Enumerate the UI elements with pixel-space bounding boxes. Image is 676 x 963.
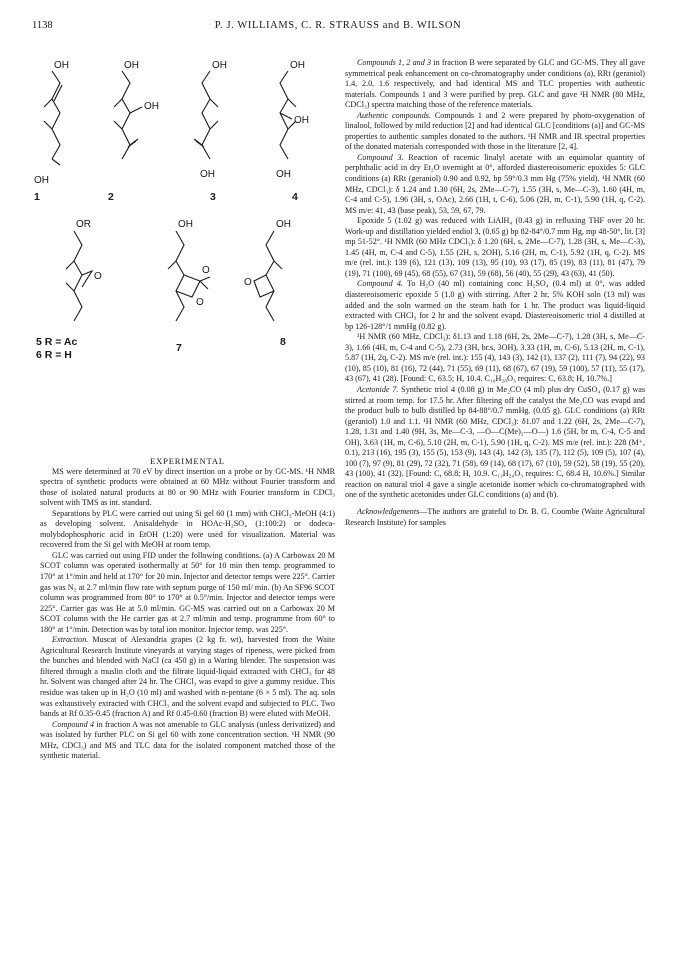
paragraph-lead: Extraction. [52,635,89,645]
paragraph [345,58,645,111]
paragraph-text: To H₂O (40 ml) containing conc H₂SO₄ (0.4 ml) at 0°, was added diastereoisomeric epoxide 5 (1.0 g) with stirring. After 2 hr, 5% KOH soln (13 ml) was added and the soln warmed on the steam bath for 1 hr. The product was liquid-liquid extracted with CHCl₃ for 2 hr and the solvent evapd. Diastereoisomeric triol 4 distilled at bp 126-128°/1 mmHg (0.82 g). [345,279,645,331]
oh-label-2: OH [124,60,139,71]
compound-number-4: 4 [292,191,298,203]
oh-label-4: OH [290,60,305,71]
paragraph [345,279,645,332]
left-column-paragraphs [40,467,335,762]
paragraph [40,635,335,719]
or-label: OR [76,219,91,230]
paragraph-text: Separations by PLC were carried out using Si gel 60 (1 mm) with CHCl₃-MeOH (4:1) as developing solvent. Anisaldehyde in HOAc-H₂SO₄ (1:100:2) or dodeca-molybdophosphoric acid in EtOH (1:20) were used for visualization. Material was recovered from the Si gel with MeOH at room temp. [40,508,335,550]
paragraph-text: in fraction B were separated by GLC and GC-MS. They all gave symmetrical peak enhancement on co-chromatography under conditions (a), RRt (geraniol) 1.4, 2.0, 1.6 respectively, and had identical MS and TLC properties with authentic materials. Compounds 1 and 3 were purified by prep. GLC and gave ¹H NMR (80 MHz, CDCl₃) spectra matching those of the reference materials. [345,58,646,110]
oh-label-2b: OH [144,101,159,112]
paragraph-text: Synthetic triol 4 (0.08 g) in Me₂CO (4 ml) plus dry CuSO₄ (0.17 g) was stirred at room temp. for 17.5 hr. After filtering off the catalyst the Me₂CO was evapd and the product bulb to bulb distilled bp 84-88°/0.7 mmHg. (0.05 g). GLC conditions (a) RRt (geraniol) 1.0 and 1.1. ¹H NMR (60 MHz, CDCl₃): δ1.07 and 1.22 (6H, 2s, 2Me—C-7), 1.28, 1.31 and 1.40 (9H, 3s, Me—C-3, —O—C(Me)₂—O—) 1.6 (5H, br m, C-4, C-5 and OH), 3.63 (1H, m, C-6), 5.10 (2H, m, C-1), 5.90 (1H, q, C-2). MS m/e (rel. int.): 228 (M⁺, 0.1), 213 (16), 195 (3), 155 (5), 153 (9), 143 (4), 142 (3), 135 (7), 112 (5), 109 (5), 107 (4), 100 (7), 97 (9), 81 (29), 72 (32), 71 (58), 69 (14), 68 (17), 67 (10), 59 (52), 58 (19), 55 (20), 43 (100), 41 (32). [Found: C, 68.8; H, 10.9. C₁₃H₂₄O₃ requires: C, 68.4 H, 10.6%.] Similar reaction on natural triol 4 gave a single acetonide isomer which co-chromatographed with one of the synthetic acetonides under GLC conditions (a) and (b). [345,384,645,500]
compound-number-1: 1 [34,191,40,203]
compound-number-7: 7 [176,342,182,354]
paragraph-text: Compounds 1 and 2 were prepared by photo-oxygenation of linalool, followed by mild reduction [2] and had identical GLC [conditions (a)] and GC-MS properties to authentic samples donated to the authors. ¹H NMR and IR spectral properties of the donated materials corresponded with those in the literature [2, 4]. [345,110,645,152]
paragraph [345,111,645,153]
compound-number-2: 2 [108,191,114,203]
paragraph [40,551,335,635]
compound-label-5: 5 R = Ac [36,336,78,348]
oh-label-1b: OH [34,175,49,186]
structures-svg [30,55,335,415]
paragraph-text: ¹H NMR (60 MHz, CDCl₃): δ1.13 and 1.18 (6H, 2s, 2Me—C-7), 1.28 (3H, s, Me—C-3), 1.66 (4H, m, C-4 and C-5), 2.73 (3H, br.s, 3OH), 3.33 (1H, m, C-6), 5.13 (2H, m, C-1), 5.87 (1H, 2q, C-2). MS m/e (rel. int.): 155 (4), 143 (3), 142 (1), 137 (2), 111 (7), 94 (22), 93 (10), 85 (10), 81 (16), 72 (44), 71 (55), 69 (11), 68 (67), 67 (19), 59 (100), 57 (11), 55 (17), 43 (67), 41 (28). [Found: C, 63.5; H, 10.4. C₁₀H₂₀O₃ requires: C, 63.8; H, 10.7%.] [345,332,645,384]
chemical-structures-figure [30,55,335,415]
paragraph-lead: Compound 3. [357,152,404,162]
paragraph-text: Epoxide 5 (1.02 g) was reduced with LiAlH₄ (0.43 g) in refluxing THF over 20 hr. Work-up and distillation yielded endiol 3, (0.65 g) bp 82-84°/0.7 mm Hg, mp 48-50°, lit. [3] mp 51-52°. ¹H NMR (60 MHz CDCl₃): δ 1.20 (6H, s, 2Me—C-7), 1.28 (3H, s, Me—C-3), 1.45 (4H, m, C-4 and C-5), 1.55 (2H, s, 2OH), 5.16 (2H, m, C-1), 5.92 (1H, q, C-2). MS m/e (rel. int.): 139 (6), 121 (13), 109 (13), 95 (10), 93 (17), 85 (19), 83 (11), 81 (47), 79 (19), 71 (100), 69 (45), 68 (55), 67 (31), 59 (68), 56 (40), 55 (29), 43 (63), 41 (50). [345,216,645,278]
paragraph-lead: Compounds 1, 2 and 3 [357,58,432,67]
compound-label-6: 6 R = H [36,349,72,361]
paragraph [345,385,645,501]
oh-label-1: OH [54,60,69,71]
compound-number-8: 8 [280,336,286,348]
paragraph [345,153,645,216]
o-label-7b: O [196,297,204,308]
paragraph-lead: Acetonide 7. [357,384,399,394]
right-column [345,58,645,528]
section-heading-experimental: EXPERIMENTAL [150,456,225,466]
paragraph-text: GLC was carried out using FID under the following conditions. (a) A Carbowax 20 M SCOT column was operated isothermally at 50° for 10 min then temp. programmed to 170° at 1°/min and held at 170° for 20 min. Injector and detector temps were 225°. Carrier gas was N₂ at 2.7 ml/min flow rate with septum purge of 150 ml/ min. (b) An SF96 SCOT column was programmed from 80° to 170° at 0.5°/min. Injector and detector temps were 225°. Carrier gas was He at 5.0 ml/min. GC-MS was carried out on a Carbowax 20 M SCOT column with the He carrier gas at 2.7 ml/min and temp. programme from 60° to 180° at 1°/min. Detection was by total ion monitor. Injector temp. was 225°. [40,550,335,634]
oh-label-3: OH [212,60,227,71]
oh-label-8: OH [276,219,291,230]
oh-label-4c: OH [276,169,291,180]
compound-number-3: 3 [210,191,216,203]
paragraph [40,509,335,551]
paragraph [40,467,335,509]
paragraph-text: MS were determined at 70 eV by direct insertion on a probe or by GC-MS. ¹H NMR spectra of synthetic products were obtained at 60 MHz without Fourier transform and those of isolated natural products at 80 or 90 MHz with Fourier transform in CDCl₃ solvent with TMS as int. standard. [40,466,335,508]
paragraph [345,216,645,279]
paragraph-lead: Compound 4 [52,719,95,729]
paragraph-text: in fraction A was not amenable to GLC analysis (unless derivatized) and was isolated by further PLC on Si gel 60 with zone concentration section. ¹H NMR (90 MHz, CDCl₃) and MS and TLC data for the isolated component matched those of the synthetic material. [40,719,335,761]
paragraph-lead: Compound 4. [357,279,403,289]
oh-label-7: OH [178,219,193,230]
o-label-7a: O [202,265,210,276]
paragraph-lead: Acknowledgements [357,506,420,516]
o-label-8: O [244,277,252,288]
paragraph [345,507,645,528]
oh-label-3b: OH [200,169,215,180]
left-column [40,456,335,762]
page-number: 1138 [32,20,53,31]
paragraph [345,332,645,385]
paragraph [40,720,335,762]
right-column-paragraphs [345,58,645,528]
paragraph-text: Muscat of Alexandria grapes (2 kg fr. wt), harvested from the Waite Agricultural Research Institute vineyards at varying stages of ripeness, were picked from the bunches and blended with NaCl (ca 450 g) in a Waring blender. The suspension was filtered through a muslin cloth and the filtrate liquid-liquid extracted with CHCl₃ for 48 hr. Solvent was changed after 24 hr. The CHCl₃ was evapd to give a gummy residue. This residue was taken up in H₂O (10 ml) and washed with n-pentane (6 × 5 ml). The aq. soln was exhaustively extracted with CHCl₃ and the solvent evapd and subjected to PLC. Two bands at Rf 0.35-0.45 (fraction A) and Rf 0.45-0.60 (fraction B) were eluted with MeOH. [40,635,335,719]
paragraph-text: —The authors are grateful to Dr. B. G. Coombe (Waite Agricultural Research Institute) for samples [345,506,645,527]
o-label-5: O [94,271,102,282]
paragraph-lead: Authentic compounds. [357,110,431,120]
oh-label-4b: OH [294,115,309,126]
paragraph-text: Reaction of racemic linalyl acetate with an equimolar quantity of perphthalic acid in dry Et₂O overnight at 0°, afforded diastereoisomeric epoxides 5: GLC conditions (a) RRt (geraniol) 0.90 and 0.92, bp 59°/0.3 mm Hg (75% yield). ¹H NMR (60 MHz, CDCl₃): δ 1.24 and 1.30 (6H, 2s, 2Me—C-7), 1.55 (3H, s, Me—C-3), 1.60 (4H, m, C-4 and C-5), 1.96 (3H, s, OAc), 2.66 (1H, t, C-6), 5.06 (2H, m, C-1), 5.90 (1H, q, C-2). MS m/e: 41, 43 (base peak), 53, 59, 67, 79. [345,152,645,215]
running-header [32,20,644,36]
running-authors: P. J. WILLIAMS, C. R. STRAUSS and B. WILSON [214,20,462,31]
